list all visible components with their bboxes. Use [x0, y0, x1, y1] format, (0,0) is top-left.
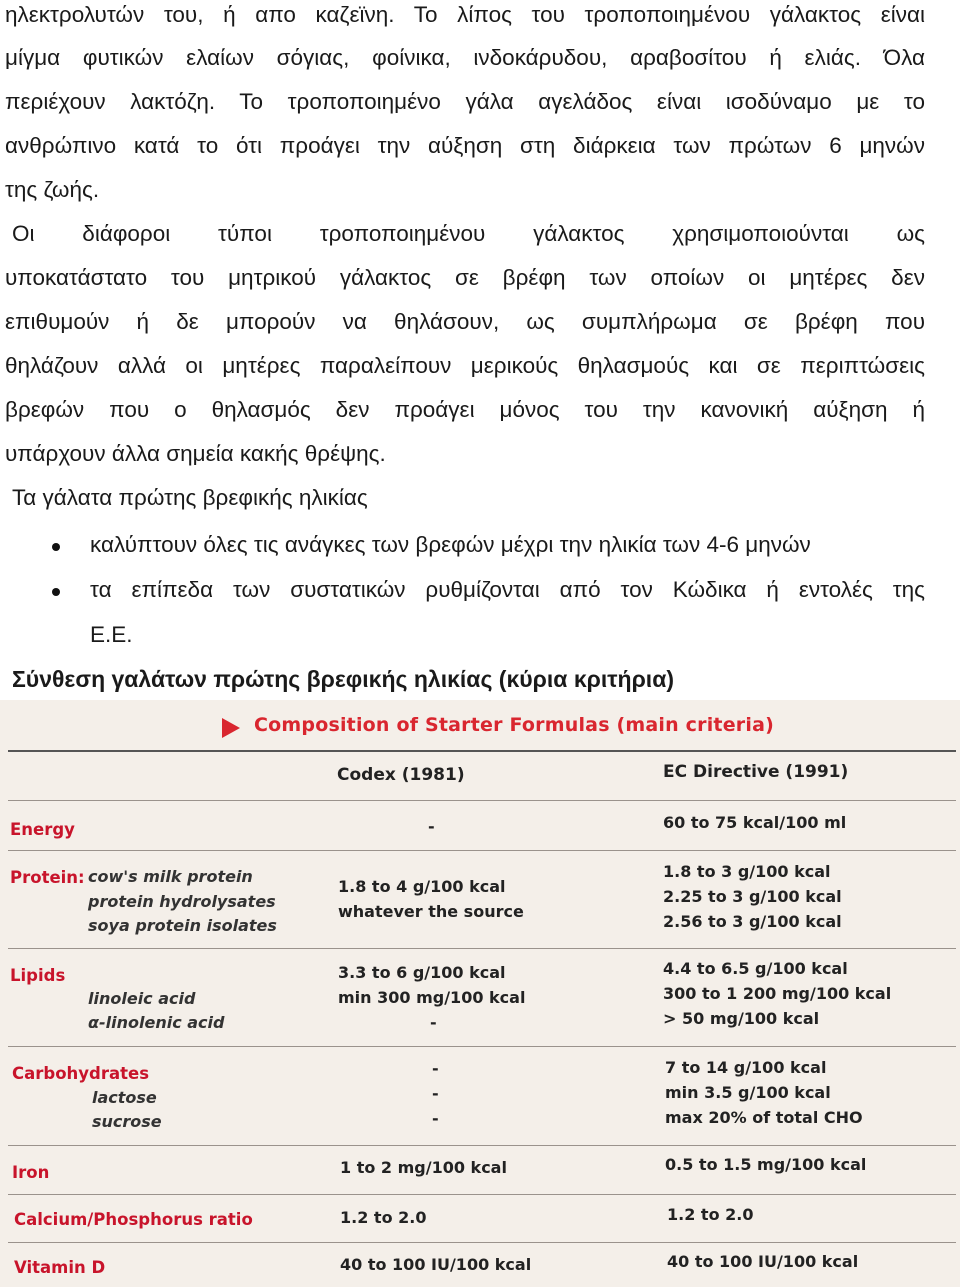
- codex-lipids-2: min 300 mg/100 kcal: [338, 988, 526, 1007]
- bullet-item-2-line-2: Ε.Ε.: [90, 622, 133, 647]
- ec-protein-1: 1.8 to 3 g/100 kcal: [663, 862, 831, 881]
- composition-table-image: [0, 700, 960, 1287]
- ec-vitamin-d: 40 to 100 IU/100 kcal: [667, 1252, 859, 1271]
- ec-carbohydrates-1: 7 to 14 g/100 kcal: [665, 1058, 827, 1077]
- section-title: Σύνθεση γαλάτων πρώτης βρεφικής ηλικίας (κύρια κριτήρια): [12, 666, 674, 692]
- paragraph2-line-3: επιθυμούν ή δε μπορούν να θηλάσουν, ως συμπλήρωμα σε βρέφη που: [5, 309, 925, 334]
- paragraph2-line-5: βρεφών που ο θηλασμός δεν προάγει μόνος του την κανονική αύξηση ή: [5, 397, 925, 422]
- codex-carbohydrates-1: -: [432, 1059, 439, 1078]
- lipids-sub-1: linoleic acid: [88, 989, 196, 1008]
- row-label-energy: Energy: [10, 820, 75, 839]
- paragraph1-line-2: μίγμα φυτικών ελαίων σόγιας, φοίνικα, ινδοκάρυδου, αραβοσίτου ή ελιάς. Όλα: [5, 45, 925, 70]
- bullet-icon: [52, 588, 60, 596]
- codex-carbohydrates-3: -: [432, 1109, 439, 1128]
- paragraph1-line-1: ηλεκτρολυτών του, ή απο καζεϊνη. Το λίπος του τροποποιημένου γάλακτος είναι: [5, 2, 925, 27]
- codex-lipids-1: 3.3 to 6 g/100 kcal: [338, 963, 506, 982]
- ec-iron: 0.5 to 1.5 mg/100 kcal: [665, 1155, 867, 1174]
- codex-carbohydrates-2: -: [432, 1084, 439, 1103]
- paragraph2-line-6: υπάρχουν άλλα σημεία κακής θρέψης.: [5, 441, 386, 466]
- bullet-item-2-line-1: τα επίπεδα των συστατικών ρυθμίζονται από τον Κώδικα ή εντολές της: [90, 577, 925, 602]
- codex-lipids-3: -: [430, 1013, 437, 1032]
- carbohydrates-sub-2: sucrose: [92, 1112, 162, 1131]
- protein-sub-2: protein hydrolysates: [88, 892, 276, 911]
- row-label-vitamin-d: Vitamin D: [14, 1258, 106, 1277]
- ec-protein-2: 2.25 to 3 g/100 kcal: [663, 887, 842, 906]
- codex-protein-1: 1.8 to 4 g/100 kcal: [338, 877, 506, 896]
- ec-protein-3: 2.56 to 3 g/100 kcal: [663, 912, 842, 931]
- paragraph2-line-2: υποκατάστατο του μητρικού γάλακτος σε βρέφη των οποίων οι μητέρες δεν: [5, 265, 925, 290]
- column-header-ec: EC Directive (1991): [663, 762, 849, 782]
- bullet-icon: [52, 543, 60, 551]
- table-title: Composition of Starter Formulas (main criteria): [254, 714, 774, 736]
- codex-iron: 1 to 2 mg/100 kcal: [340, 1158, 507, 1177]
- protein-sub-3: soya protein isolates: [88, 916, 277, 935]
- paragraph2-line-4: θηλάζουν αλλά οι μητέρες παραλείπουν μερικούς θηλασμούς και σε περιπτώσεις: [5, 353, 925, 378]
- ec-calcium-phosphorus: 1.2 to 2.0: [667, 1205, 754, 1224]
- paragraph2-line-1: Οι διάφοροι τύποι τροποποιημένου γάλακτος χρησιμοποιούνται ως: [12, 221, 925, 246]
- codex-protein-2: whatever the source: [338, 902, 524, 921]
- codex-calcium-phosphorus: 1.2 to 2.0: [340, 1208, 427, 1227]
- paragraph1-line-5: της ζωής.: [5, 177, 100, 202]
- ec-lipids-1: 4.4 to 6.5 g/100 kcal: [663, 959, 848, 978]
- ec-carbohydrates-3: max 20% of total CHO: [665, 1108, 863, 1127]
- ec-energy: 60 to 75 kcal/100 ml: [663, 813, 847, 832]
- list-intro: Τα γάλατα πρώτης βρεφικής ηλικίας: [12, 485, 368, 510]
- row-label-carbohydrates: Carbohydrates: [12, 1064, 150, 1083]
- bullet-item-1: καλύπτουν όλες τις ανάγκες των βρεφών μέχρι την ηλικία των 4-6 μηνών: [90, 532, 811, 557]
- ec-lipids-2: 300 to 1 200 mg/100 kcal: [663, 984, 892, 1003]
- play-arrow-icon: [222, 718, 240, 738]
- paragraph1-line-4: ανθρώπινο κατά το ότι προάγει την αύξηση στη διάρκεια των πρώτων 6 μηνών: [5, 133, 925, 158]
- row-label-lipids: Lipids: [10, 966, 66, 985]
- row-label-calcium-phosphorus: Calcium/Phosphorus ratio: [14, 1210, 253, 1229]
- carbohydrates-sub-1: lactose: [92, 1088, 157, 1107]
- lipids-sub-2: α-linolenic acid: [88, 1013, 225, 1032]
- ec-carbohydrates-2: min 3.5 g/100 kcal: [665, 1083, 831, 1102]
- paragraph1-line-3: περιέχουν λακτόζη. Το τροποποιημένο γάλα αγελάδος είναι ισοδύναμο με το: [5, 89, 925, 114]
- protein-sub-1: cow's milk protein: [88, 867, 253, 886]
- row-label-iron: Iron: [12, 1163, 50, 1182]
- row-label-protein: Protein:: [10, 868, 85, 887]
- column-header-codex: Codex (1981): [337, 765, 465, 785]
- codex-vitamin-d: 40 to 100 IU/100 kcal: [340, 1255, 532, 1274]
- ec-lipids-3: > 50 mg/100 kcal: [663, 1009, 820, 1028]
- codex-energy: -: [428, 817, 435, 836]
